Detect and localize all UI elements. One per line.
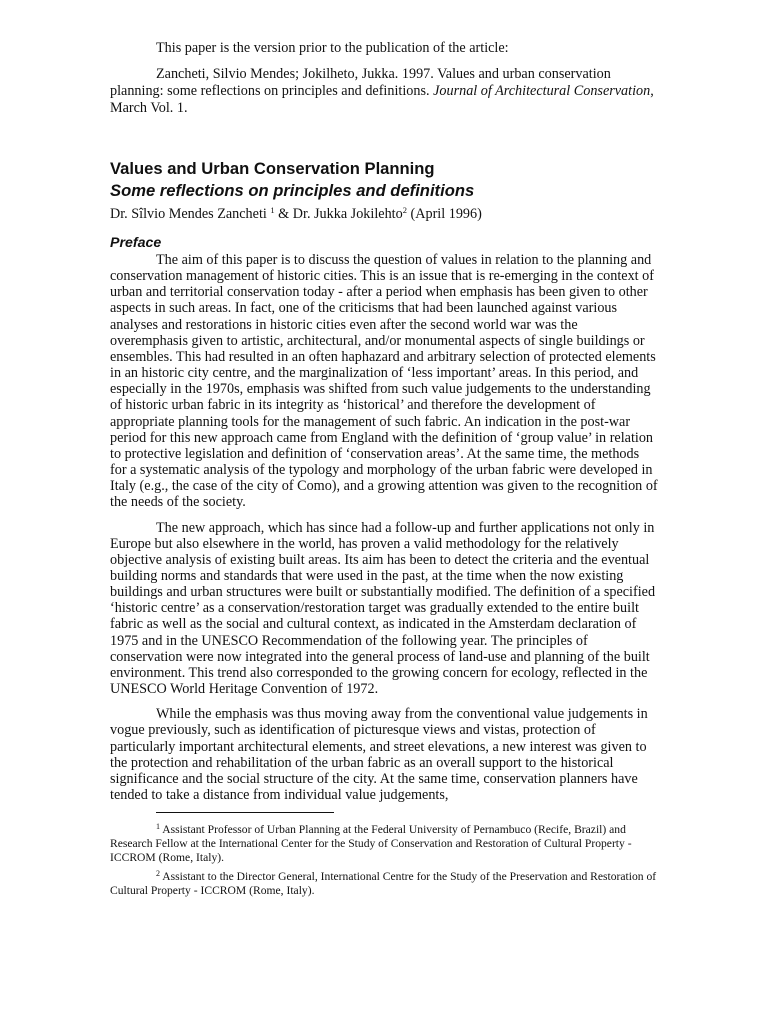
- section-heading-preface: Preface: [110, 235, 162, 251]
- publication-note: [110, 40, 658, 117]
- author-line: [110, 206, 658, 223]
- footnote-ref-1: 1: [270, 205, 275, 215]
- author-date: (April 1996): [406, 206, 482, 222]
- citation: [110, 66, 658, 117]
- footnote-mark: 2: [156, 869, 160, 879]
- paper-subtitle: Some reflections on principles and definitions: [110, 181, 475, 200]
- author-2: & Dr. Jukka Jokilehto: [274, 206, 403, 222]
- paragraph: The new approach, which has since had a follow-up and further applications not only in Europe but also elsewhere in the world, has proven a valid methodology for the relatively objective analysis of existing built areas. Its aim has been to detect the criteria and the eventual building norms and standards that were used in the past, at the time when the now existing buildings and urban structures were built or substantially modified. The definition of a specified ‘historic centre’ as a conservation/restoration target was gradually extended to the entire built fabric as well as the social and cultural context, as indicated in the Amsterdam declaration of 1975 and in the UNESCO Recommendation of the following year. The principles of conservation were now integrated into the general process of land-use and planning of the built environment. This trend also corresponded to the growing concern for ecology, reflected in the UNESCO World Heritage Convention of 1972.: [110, 519, 656, 698]
- paragraph: The aim of this paper is to discuss the question of values in relation to the planning and conservation management of historic cities. This is an issue that is re-emerging in the context of urban and territorial conservation today - after a period when emphasis has been given to other aspects in such areas. In fact, one of the criticisms that had been launched against various analyses and restorations in historic cities even after the second world war was the overemphasis given to artistic, architectural, and/or monumental aspects of single buildings or ensembles. This had resulted in an often haphazard and arbitrary selection of protected elements in an historic city centre, and the marginalization of ‘less important’ areas. In this period, and especially in the 1970s, emphasis was shifted from such value judgements to the understanding of historic urban fabric in its integrity as ‘historical’ and therefore the development of appropriate planning tools for the management of such fabric. An indication in the post-war period for this new approach came from England with the definition of ‘group value’ in relation to protective legislation and definition of ‘conservation areas’. At the same time, the methods for a systematic analysis of the typology and morphology of the urban fabric were developed in Italy (e.g., the case of the city of Como), and a growing attention was given to the recognition of the needs of the society.: [110, 252, 658, 511]
- citation-journal: Journal of Architectural Conservation: [433, 83, 651, 99]
- footnote: [110, 870, 658, 898]
- footnote-text: Assistant Professor of Urban Planning at the Federal University of Pernambuco (Recife, Brazil) and Research Fellow at the International Center for the Study of Conservation and Restoration of Cultural Property - ICCROM (Rome, Italy).: [110, 823, 632, 865]
- citation-tail: , March Vol. 1.: [110, 83, 654, 116]
- footnote-ref-2: 2: [402, 205, 407, 215]
- footnotes: [110, 823, 658, 898]
- footnote: [110, 823, 658, 865]
- body-text: [110, 252, 658, 803]
- footnote-mark: 1: [156, 822, 160, 832]
- footnote-text: Assistant to the Director General, International Centre for the Study of the Preservation and Restoration of Cultural Property - ICCROM (Rome, Italy).: [110, 870, 657, 898]
- citation-authors: Zancheti, Silvio Mendes; Jokilheto, Jukka. 1997. Values and urban conservation planning: some reflections on principles and definitions.: [110, 66, 611, 99]
- author-1: Dr. Sîlvio Mendes Zancheti: [110, 206, 267, 222]
- paragraph: While the emphasis was thus moving away from the conventional value judgements in vogue previously, such as identification of picturesque views and vistas, protection of particularly important architectural elements, and street elevations, a new interest was given to the protection and rehabilitation of the urban fabric as an overall support to the historical significance and the social structure of the city. At the same time, conservation planners have tended to take a distance from individual value judgements,: [110, 706, 648, 803]
- paper-title: Values and Urban Conservation Planning: [110, 159, 435, 178]
- footnote-separator: [156, 812, 334, 813]
- version-note: This paper is the version prior to the publication of the article:: [156, 40, 509, 56]
